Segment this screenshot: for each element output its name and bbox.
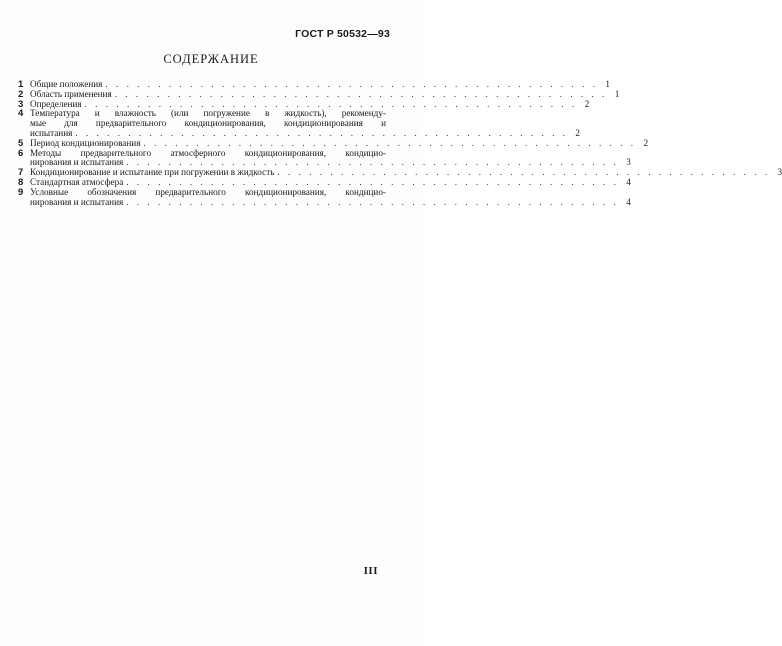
toc-entry-text: испытания	[30, 127, 73, 138]
standard-code: ГОСТ Р 50532—93	[295, 28, 390, 40]
dot-leader: . . . . . . . . . . . . . . . . . . . . . . . . . . . . . . . . . . . . . . . . . . . . . . .	[114, 88, 608, 99]
dot-leader: . . . . . . . . . . . . . . . . . . . . . . . . . . . . . . . . . . . . . . . . . . . . . . .	[143, 137, 637, 148]
dot-leader: . . . . . . . . . . . . . . . . . . . . . . . . . . . . . . . . . . . . . . . . . . . . . . .	[84, 98, 578, 109]
toc-entry-text: Методы предварительного атмосферного кондиционирования, кондицио-	[30, 147, 386, 158]
toc-entry-number: 5	[18, 137, 24, 149]
toc-entry-6	[18, 147, 631, 169]
toc-entry-number: 4	[18, 108, 24, 120]
toc-entry-number: 3	[18, 98, 24, 110]
toc-entry-text: Температура и влажность (или погружение в жидкость), рекоменду-	[30, 108, 386, 119]
toc-entry-text: мые для предварительного кондиционирования, кондиционирования и	[30, 118, 386, 129]
toc-entry-page: 2	[575, 127, 580, 138]
toc-entry-text: Условные обозначения предварительного кондиционирования, кондицио-	[30, 186, 386, 197]
toc-entry-page: 3	[626, 157, 631, 168]
toc-entry-page: 2	[584, 98, 590, 109]
toc-entry-text: Область применения	[30, 88, 112, 99]
toc-entry-text: Общие положения	[30, 79, 103, 89]
dot-leader: . . . . . . . . . . . . . . . . . . . . . . . . . . . . . . . . . . . . . . . . . . . . . . .	[277, 167, 771, 178]
dot-leader: . . . . . . . . . . . . . . . . . . . . . . . . . . . . . . . . . . . . . . . . . . . . . . .	[126, 157, 619, 168]
toc-entry-text: Определения	[30, 98, 82, 109]
toc-entry-page: 1	[614, 88, 620, 99]
toc-entry-text: Стандартная атмосфера	[30, 176, 124, 187]
toc-entry-page: 4	[626, 176, 631, 187]
toc-entry-text: нирования и испытания	[30, 157, 124, 168]
toc-title: СОДЕРЖАНИЕ	[163, 52, 259, 66]
toc-entry-page: 2	[643, 137, 649, 148]
dot-leader: . . . . . . . . . . . . . . . . . . . . . . . . . . . . . . . . . . . . . . . . . . . . . . .	[126, 176, 619, 187]
dot-leader: . . . . . . . . . . . . . . . . . . . . . . . . . . . . . . . . . . . . . . . . . . . . . . .	[126, 196, 619, 207]
toc-entry-number: 7	[18, 167, 24, 179]
toc-entry-text: Кондиционирование и испытание при погружении в жидкость	[30, 167, 275, 178]
toc-entry-number: 1	[18, 79, 24, 90]
toc-entry-number: 8	[18, 176, 24, 188]
page-number: III	[363, 565, 378, 577]
dot-leader: . . . . . . . . . . . . . . . . . . . . . . . . . . . . . . . . . . . . . . . . . . . . . . .	[105, 79, 598, 89]
toc-entry-4	[18, 108, 580, 138]
toc-entry-text: Период кондиционирования	[30, 137, 141, 148]
toc-entry-page: 3	[777, 167, 782, 178]
toc-entry-number: 2	[18, 88, 24, 100]
dot-leader: . . . . . . . . . . . . . . . . . . . . . . . . . . . . . . . . . . . . . . . . . . . . . . .	[75, 127, 568, 138]
toc-entry-text: нирования и испытания	[30, 196, 124, 207]
toc-entry-number: 6	[18, 147, 24, 159]
toc-entry-page: 1	[605, 79, 610, 89]
toc-entry-page: 4	[626, 196, 631, 207]
toc-entry-9	[18, 186, 631, 208]
toc-entry-number: 9	[18, 186, 24, 198]
table-of-contents	[18, 79, 782, 207]
